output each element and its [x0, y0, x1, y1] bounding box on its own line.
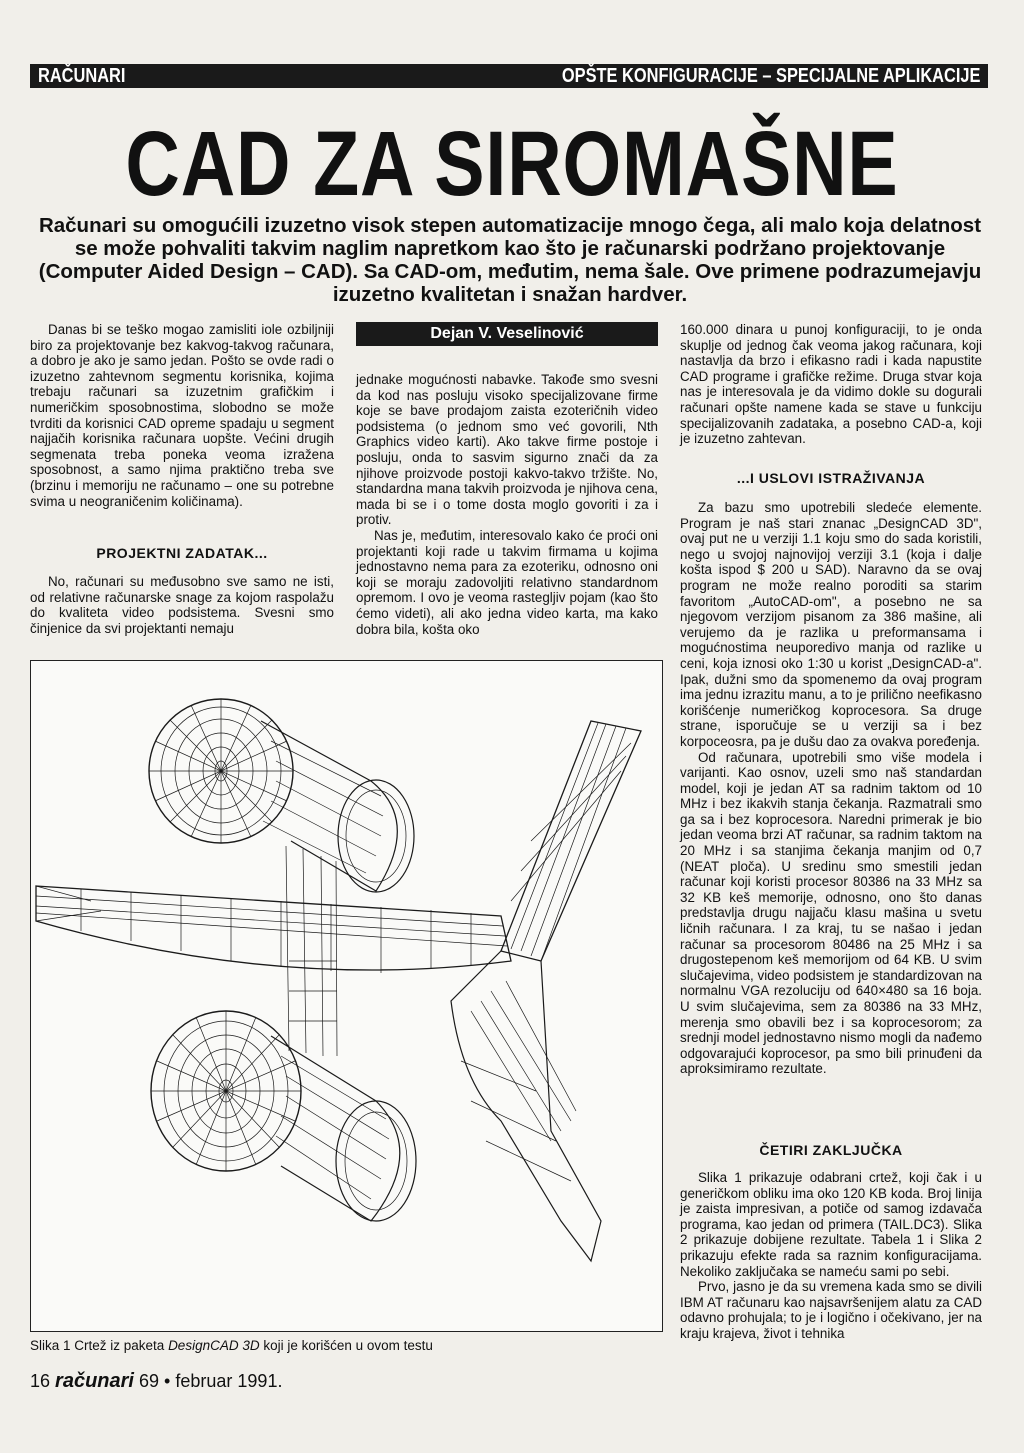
section-header-bar: [30, 64, 988, 88]
category-label: OPŠTE KONFIGURACIJE – SPECIJALNE APLIKACIJE: [561, 65, 980, 87]
issue-date: februar 1991.: [175, 1371, 283, 1391]
subheading-projektni-zadatak: PROJEKTNI ZADATAK...: [96, 545, 268, 561]
paragraph: Slika 1 prikazuje odabrani crtež, koji čak i u generičkom obliku ima oko 120 KB koda. Broj linija je zaista impresivan, a potiče od samog izdavača programa, kao jedan od primera (TAIL.DC3). Slika 2 prikazuje dobijene rezultate. Tabela 1 i Slika 2 prikazuju efekte rada sa raznim konfiguracijama. Nekoliko zaključaka se nameću sami po sebi.: [680, 1170, 982, 1279]
paragraph: Za bazu smo upotrebili sledeće elemente. Program je naš stari znanac „DesignCAD 3D", ovaj put ne u verziji 1.1 koju smo do sada koristili, nego u svojoj najnovijoj verziji 3.1 (koja i dalje košta ispod $ 200 u SAD). Naravno da se ovaj program ne može realno poroditi sa starim favoritom „AutoCAD-om", a posebno ne sa njegovom verzijom pisanom za 386 mašine, ali verujemo da je razlika u preformansama i mogućnostima neuporedivo manja od razlike u ceni, koja iznosi oko 1:30 u korist „DesignCAD-a". Ipak, dužni smo da spomenemo da ovaj program ima jednu izrazitu manu, a to je prilično neefikasno korišćenje numeričkog koprocesora. Sa druge strane, isporučuje se u verziji sa i bez korpoceosra, pa je dušu dao za ovakva poređenja.: [680, 500, 982, 749]
horizontal-stabilizer: [36, 886, 511, 973]
column-1-top: [30, 322, 334, 509]
figure-wireframe-drawing: [30, 660, 663, 1332]
column-3-bottom: [680, 1170, 982, 1342]
paragraph: Od računara, upotrebili smo više modela i varijanti. Kao osnov, uzeli smo naš standardan model, koji je jedan AT sa radnim taktom od 10 MHz i bez ikakvih stanja čekanja. Razmatrali smo ga sa i bez koprocesora. Naredni primerak je bio jedan veoma brzi AT računar, sa radnim taktom na 20 MHz i sa stanjima čekanja manjim od 0,7 (NEAT ploča). U sredinu smo smestili jedan računar koji koristi procesor 80386 na 33 MHz sa 32 KB keš memorije, odnosno, ono što danas predstavlja drugu najjaču klasu mašina u svetu ličnih računara. I za kraj, tu se našao i jedan računar sa procesorom 80486 na 25 MHz i sa drugostepenom keš memorijom od 64 KB. U svim slučajevima, video podsistem je standardizovan na normalnu VGA rezoluciju od 640×480 sa 16 boja. U svim slučajevima, sem za 80386 na 33 MHz, merenja smo obavili bez i sa koprocesorom; za srednji model jednostavno nismo mogli da nađemo odgovarajući koprocesor, pa smo bili prinuđeni da aproksimiramo rezultate.: [680, 749, 982, 1077]
author-bar: Dejan V. Veselinović: [356, 322, 658, 346]
issue-number: 69: [139, 1371, 160, 1391]
column-1-bottom: [30, 574, 334, 636]
column-2: [356, 372, 658, 637]
wireframe-aircraft-illustration: [31, 661, 662, 1331]
upper-engine-nacelle: [149, 699, 414, 892]
caption-italic: DesignCAD 3D: [168, 1338, 260, 1353]
paragraph: jednake mogućnosti nabavke. Takođe smo svesni da kod nas posluju visoko specijalizovane firme koje se bave prodajom zaista ezoteričnih video podsistema (o jednom smo već govorili, Nth Graphics video karti). Ako takve firme postoje i posluju, onda to sasvim sigurno znači da za njihove proizvode postoji kakvo-takvo tržište. No, standardna mana takvih proizvoda je njihova cena, mada bi se i o tome dosta moglo govoriti i za i protiv.: [356, 372, 658, 528]
subheading-uslovi-istrazivanja: ...I USLOVI ISTRAŽIVANJA: [736, 470, 926, 486]
caption-text: Slika 1 Crtež iz paketa: [30, 1338, 169, 1353]
vertical-fin: [451, 721, 641, 1261]
paragraph: Prvo, jasno je da su vremena kada smo se divili IBM AT računaru kao najsavršenijem alatu za CAD odavno prohujala; to je i logično i očekivano, jer na kraju krajeva, život i tehnika: [680, 1279, 982, 1341]
page-number: 16: [30, 1371, 51, 1391]
caption-text: koji je korišćen u ovom testu: [259, 1338, 433, 1353]
paragraph: Danas bi se teško mogao zamisliti iole ozbiljniji biro za projektovanje bez kakvog-takvog računara, a dobro je ako je samo jedan. Pošto se ovde radi o izuzetno zahtevnom segmentu korisnika, kojima trebaju računari sa izuzetnim grafičkim i numeričkim sposobnostima, slobodno se može tvrditi da korisnici CAD opreme spadaju u segment najjačih korisnika računara uopšte. Većini drugih segmenata treba poneka veoma izražena sposobnost, a samo njima praktično treba sve (brzinu i memoriju ne računamo – one su potrebne svima u neograničenim količinama).: [30, 322, 334, 509]
column-3-top: [680, 322, 982, 447]
lower-engine-nacelle: [151, 1011, 416, 1221]
column-3-middle: [680, 500, 982, 1077]
article-title: CAD ZA SIROMAŠNE: [125, 113, 899, 215]
paragraph: Nas je, međutim, interesovalo kako će proći oni projektanti koji rade u takvim firmama u kojima jednostavno nema para za ezoteriku, odnosno oni koji se moraju zadovoljiti relativno standardnom opremom. I ovo je veoma rastegljiv pojam (kao što ćemo videti), ali ako jedna video karta, ma kako dobra bila, košta oko: [356, 527, 658, 637]
section-label: RAČUNARI: [38, 65, 126, 87]
footer-bullet: •: [164, 1371, 171, 1391]
engine-pylons: [286, 846, 337, 1056]
paragraph: 160.000 dinara u punoj konfiguraciji, to je onda skuplje od jednog čak veoma jakog računara, koji nastavlja da brzo i efikasno radi i kada napustite CAD programe i grafičke režime. Druga stvar koja nas je interesovala je da vidimo dokle su dogurali računari opšte namene kada se stave u funkciju specijalizovanih zadataka, a posebno CAD-a, koji je izuzetno zahtevan.: [680, 322, 982, 447]
paragraph: No, računari su međusobno sve samo ne isti, od relativne računarske snage za kojom raspolažu do kvaliteta video podsistema. Svesni smo činjenice da svi projektanti nemaju: [30, 574, 334, 636]
article-lead: Računari su omogućili izuzetno visok stepen automatizacije mnogo čega, ali malo koja delatnost se može pohvaliti takvim naglim napretkom kao što je računarski podržano projektovanje (Computer Aided Design – CAD). Sa CAD-om, međutim, nema šale. Ove primene podrazumejavju izuzetno kvalitetan i snažan hardver.: [38, 214, 982, 306]
subheading-cetiri-zakljucka: ČETIRI ZAKLJUČKA: [759, 1142, 903, 1158]
figure-caption: [30, 1338, 670, 1353]
page-footer: [30, 1370, 282, 1393]
magazine-name: računari: [55, 1370, 134, 1392]
